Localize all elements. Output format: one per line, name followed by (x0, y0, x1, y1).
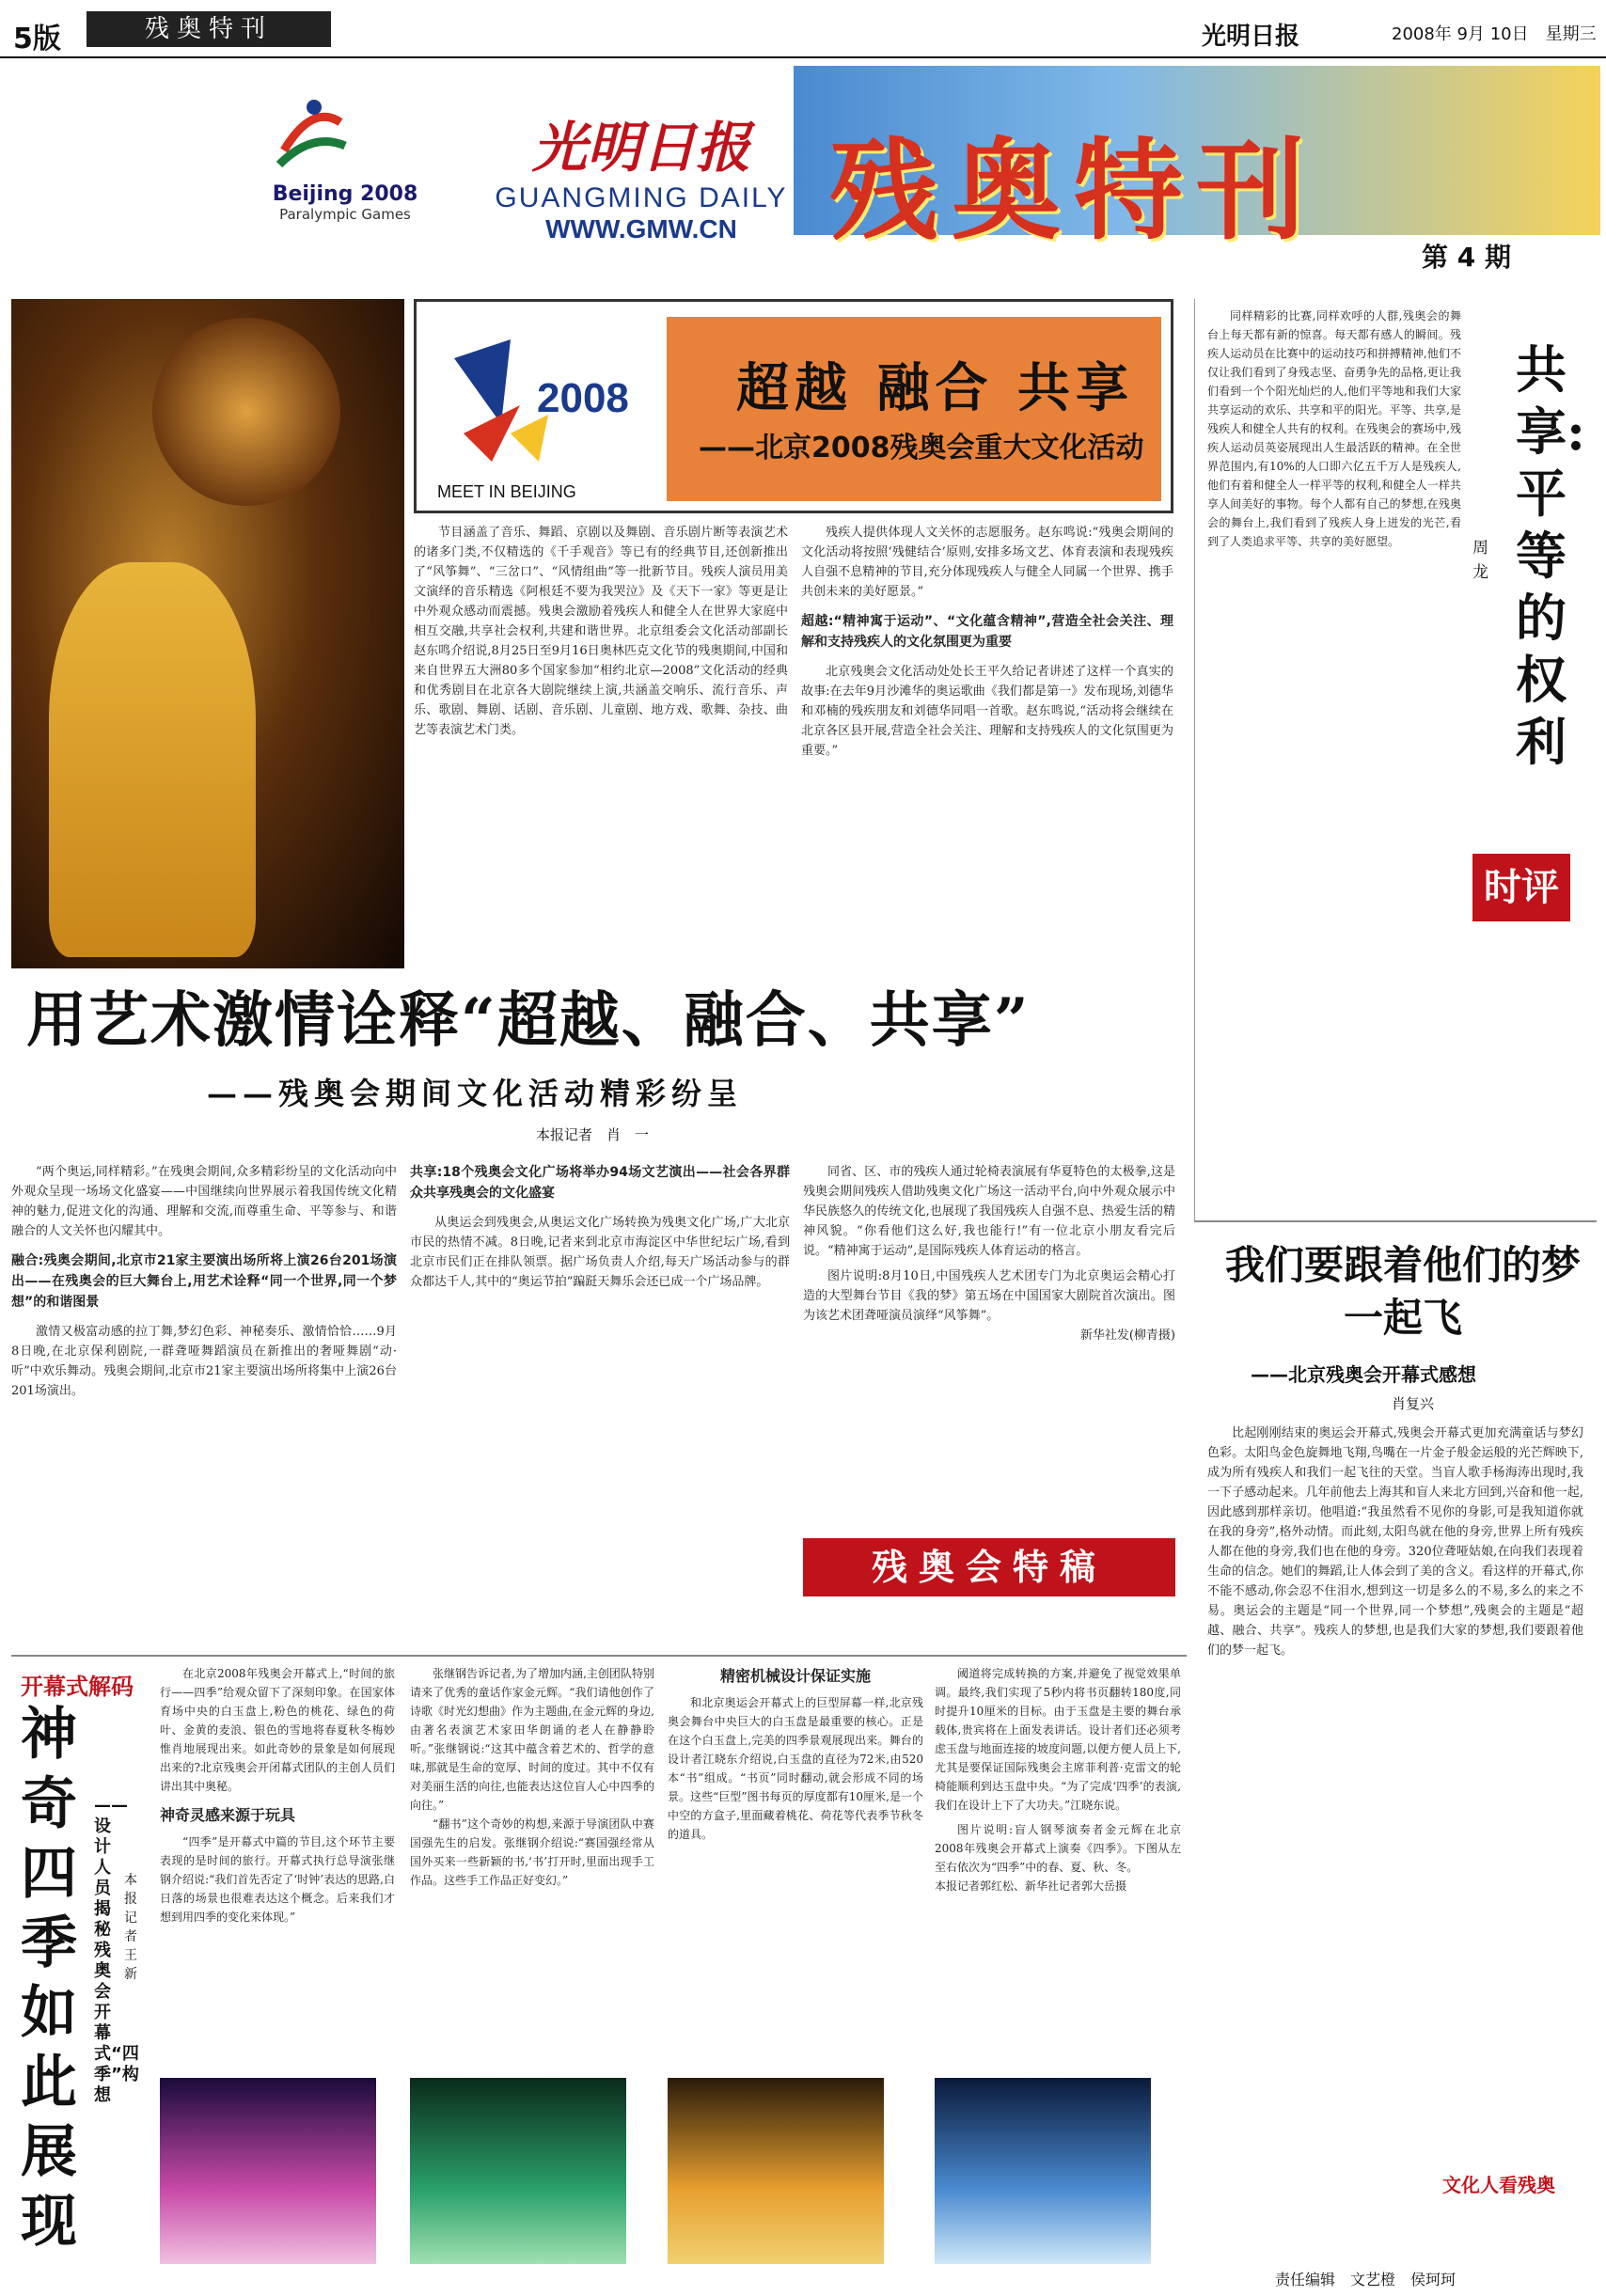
opening-title: 神奇四季如此展现 (21, 1702, 77, 2255)
dream-headline: 我们要跟着他们的梦一起飞 (1224, 1242, 1581, 1341)
opening-col3 (668, 1664, 923, 2068)
culture-feature-box (414, 299, 1173, 513)
guangming-name: 光明日报 (531, 116, 750, 180)
main-article-col2-text: 残疾人提供体现人文关怀的志愿服务。赵东鸣说:“残奥会期间的文化活动将按照‘残健结合’原则,安排多场文艺、体育表演和表现残疾人自强不息精神的节目,充分体现残疾人与健全人同属一个世界、携手共创未来的美好愿景。” (801, 526, 1173, 599)
main-article-col2 (801, 523, 1173, 965)
main-byline: 本报记者 肖 一 (536, 1126, 650, 1143)
meet-in-beijing-text: MEET IN BEIJING (437, 482, 576, 501)
summer-photo (410, 2078, 626, 2264)
opening-col1-text: 在北京2008年残奥会开幕式上,“时间的旅行——四季”给观众留下了深刻印象。在国家体育场中央的白玉盘上,粉色的桃花、绿色的荷叶、金黄的麦浪、银色的雪地将春夏秋冬梅妙惟肖地展现出来。如此奇妙的景象是如何展现出来的?北京残奥会开闭幕式团队的主创人员们讲出其中奥秘。 (160, 1667, 395, 1793)
commentary-tag: 时评 (1472, 854, 1570, 921)
dream-author: 肖复兴 (1392, 1395, 1435, 1412)
page-number: 5版 (13, 23, 61, 55)
beijing-2008-text: Beijing 2008 (272, 182, 418, 206)
opening-col3-heading: 精密机械设计保证实施 (719, 1667, 871, 1685)
opening-col3-text: 和北京奥运会开幕式上的巨型屏幕一样,北京残奥会舞台中央巨大的白玉盘是最重要的核心。正是在这个白玉盘上,完美的四季景观展现出来。舞台的设计者江晓东介绍说,白玉盘的直径为72米,由520本“书”组成。“书页”同时翻动,就会形成不同的场景。这些“巨型”图书每页的厚度都有10厘米,是一个中空的方盒子,里面藏着桃花、荷花等代表季节秋冬的道具。 (668, 1696, 923, 1841)
commentary-text: 同样精彩的比赛,同样欢呼的人群,残奥会的舞台上每天都有新的惊喜。每天都有感人的瞬间。残疾人运动员在比赛中的运动技巧和拼搏精神,他们不仅让我们看到了身残志坚、奋勇争先的品格,更让我们看到一个个阳光灿烂的人,他们平等地和我们大家共享运动的欢乐、共享和平的阳光。平等、共享,是残疾人和健全人共有的权利。在残奥会的赛场中,残疾人运动员英姿展现出人生最活跃的精神。在全世界范围内,有10%的人口即六亿五千万人是残疾人,他们有着和健全人一样平等的权利,和健全人一样共享人间美好的事物。每个人都有自己的梦想,在残奥会的舞台上,我们看到了残疾人身上迸发的光芒,看到了人类追求平等、共享的美好愿望。 (1207, 309, 1461, 548)
opening-subtitle: ——设计人员揭秘残奥会开幕式“四季”构想 (94, 1796, 139, 2105)
col2-lead-heading: 超越:“精神寓于运动”、“文化蕴含精神”,营造全社会关注、理解和支持残疾人的文化氛围更为重要 (801, 614, 1173, 650)
paralympic-emblem-icon (256, 94, 369, 179)
masthead-banner (11, 66, 1600, 278)
section-tag: 残奥特刊 (87, 11, 331, 47)
lower-col2-lead: 共享:18个残奥会文化广场将举办94场文艺演出——社会各界群众共享残奥会的文化盛宴 (410, 1165, 790, 1201)
feature-subheading: ——北京2008残奥会重大文化活动 (699, 432, 1144, 464)
opening-col1 (160, 1664, 395, 2068)
lower-col3 (803, 1162, 1175, 1529)
guangming-logo (491, 103, 792, 244)
opening-col1-heading: 神奇灵感来源于玩具 (160, 1806, 296, 1824)
footer-editor: 责任编辑 文艺橙 侯珂珂 (1275, 2271, 1456, 2288)
opening-tag: 开幕式解码 (21, 1674, 134, 1700)
lower-col3-text: 同省、区、市的残疾人通过轮椅表演展有华夏特色的太极拳,这是残奥会期间残疾人借助残奥文化广场这一活动平台,向中外观众展示中华民族悠久的传统文化,也展现了我国残疾人自强不息、热爱生活的精神风貌。“你看他们这么好,我也能行!”有一位北京小朋友看完后说。“精神寓于运动”,是国际残疾人体育运动的格言。 (803, 1165, 1175, 1258)
dream-body (1207, 1423, 1583, 2157)
divider (11, 1655, 1187, 1657)
dream-text: 比起刚刚结束的奥运会开幕式,残奥会开幕式更加充满童话与梦幻色彩。太阳鸟金色旋舞地飞翔,鸟嘴在一片金子般金运般的光芒辉映下,成为所有残疾人和我们一起飞往的天堂。当盲人歌手杨海涛出现时,我一下子感动起来。几年前他去上海其和盲人来北方回到,兴奋和他一起,因此感到那样亲切。他唱道:“我虽然看不见你的身影,可是我知道你就在我的身旁”,格外动情。而此刻,太阳鸟就在他的身旁,世界上所有残疾人都在他的身旁,我们也在他的身旁。320位聋哑姑娘,在向我们表现着生命的信念。她们的舞蹈,让人体会到了美的含义。看这样的开幕式,你不能不感动,你会忍不住泪水,想到这一切是多么的不易,多么的来之不易。奥运会的主题是“同一个世界,同一个梦想”,残奥会的主题是“超越、融合、共享”。残疾人的梦想,也是我们大家的梦想,我们要跟着他们的梦一起飞。 (1207, 1426, 1583, 1658)
issue-number: 第 4 期 (1422, 242, 1511, 273)
main-subheadline: ——残奥会期间文化活动精彩纷呈 (207, 1076, 744, 1111)
opening-col4 (935, 1664, 1181, 2068)
commentary-headline: 共享:平等的权利 (1516, 339, 1585, 772)
opening-col2b-text: “翻书”这个奇妙的构想,来源于导演团队中赛国强先生的启发。张继钢介绍说:“赛国强经常从国外买来一些新颖的书,‘书’打开时,里面出现手工作品。这些手工作品正好变幻。” (410, 1817, 654, 1887)
lower-col2-body: 从奥运会到残奥会,从奥运文化广场转换为残奥文化广场,广大北京市民的热情不减。8日晚,记者来到北京市海淀区中华世纪坛广场,看到北京市民们正在排队领票。据广场负责人介绍,每天广场活动参与的群众都达千人,其中的“奥运节拍”蹁跹天舞乐会还已成一个广场品牌。 (410, 1216, 790, 1289)
lower-col2 (410, 1162, 790, 1632)
commentary-author: 周龙 (1472, 539, 1488, 582)
lower-col1-intro: “两个奥运,同样精彩。”在残奥会期间,众多精彩纷呈的文化活动向中外观众呈现一场场文化盛宴——中国继续向世界展示着我国传统文化精神的魅力,促进文化的沟通、理解和交流,而尊重生命、平等参与、和谐融合的人文关怀也闪耀其中。 (11, 1165, 397, 1238)
lower-col1 (11, 1162, 397, 1632)
winter-photo (935, 2078, 1151, 2264)
opening-col2-text: 张继钢告诉记者,为了增加内涵,主创团队特别请来了优秀的童话作家金元辉。“我们请他创作了诗歌《时光幻想曲》作为主题曲,在金元辉的身边,由著名表演艺术家田华朗诵的老人在静静聆听。”张继钢说:“这其中蕴含着艺术的、哲学的意味,那就是生命的宽厚、时间的度过。其中不仅有对美丽生活的向往,也能表达这位盲人心中四季的向往。” (410, 1667, 654, 1812)
autumn-photo (668, 2078, 884, 2264)
divider (1194, 1220, 1597, 1222)
lower-col1-lead: 融合:残奥会期间,北京市21家主要演出场所将上演26台201场演出——在残奥会的巨大舞台上,用艺术诠释“同一个世界,同一个梦想”的和谐图景 (11, 1253, 397, 1310)
top-bar (0, 0, 1606, 58)
beijing-2008-logo (256, 94, 434, 273)
commentary-body (1207, 307, 1461, 1209)
lower-col1-body: 激情又极富动感的拉丁舞,梦幻色彩、神秘奏乐、激情恰恰……9月8日晚,在北京保利剧院,一群聋哑舞蹈演员在新推出的奢哑舞剧“动·听”中欢乐舞动。残奥会期间,北京市21家主要演出场所将集中上演26台201场演出。 (11, 1325, 397, 1398)
guangming-english: GUANGMING DAILY (495, 182, 788, 213)
culture-tag: 文化人看残奥 (1442, 2174, 1555, 2196)
issue-date: 2008年 9月 10日 星期三 (1392, 24, 1597, 44)
dream-subheadline: ——北京残奥会开幕式感想 (1251, 1363, 1476, 1386)
main-headline: 用艺术激情诠释“超越、融合、共享” (26, 985, 1031, 1056)
special-draft-banner: 残奥会特稿 (803, 1538, 1175, 1596)
dancer-photo (11, 299, 404, 968)
feature-heading: 超越 融合 共享 (736, 358, 1134, 419)
opening-col1b-text: “四季”是开幕式中篇的节目,这个环节主要表现的是时间的旅行。开幕式执行总导演张继钢介绍说:“我们首先否定了‘时钟’表达的思路,白日落的场景也很难表达这个概念。后来我们才想到用四季的变化来体现。” (160, 1835, 395, 1924)
paralympic-games-text: Paralympic Games (279, 206, 411, 223)
opening-credit: 本报记者郭红松、新华社记者郭大岳摄 (935, 1879, 1127, 1893)
foreground-dancer (49, 562, 256, 957)
opening-reporter: 本报记者 王 新 (124, 1873, 150, 1982)
photo-credit: 新华社发(柳青摄) (1079, 1329, 1175, 1343)
main-article-col2b-text: 北京残奥会文化活动处处长王平久给记者讲述了这样一个真实的故事:在去年9月沙滩华的奥运歌曲《我们都是第一》发布现场,刘德华和邓楠的残疾朋友和刘德华同唱一首歌。赵东鸣说,“活动将会继续在北京各区县开展,营造全社会关注、理解和支持残疾人的文化氛围更为重要。” (801, 665, 1173, 758)
main-article-col1-text: 节目涵盖了音乐、舞蹈、京剧以及舞剧、音乐剧片断等表演艺术的诸多门类,不仅精选的《千手观音》等已有的经典节目,还创新推出了“风筝舞”、“三岔口”、“风情组曲”等一批新节目。残疾人演员用美文演绎的音乐精选《阿根廷不要为我哭泣》及《天下一家》等更是让中外观众感动而震撼。残奥会激励着残疾人和健全人在世界大家庭中相互交融,共享社会权利,共建和谐世界。北京组委会文化活动部副长赵东鸣介绍说,8月25日至9月16日奥林匹克文化节的残奥期间,中国和来自世界五大洲80多个国家参加“相约北京—2008”文化活动的经典和优秀剧目在北京各大剧院继续上演,共涵盖交响乐、流行音乐、声乐、歌剧、舞剧、话剧、音乐剧、儿童剧、地方戏、歌舞、杂技、曲艺等表演艺术门类。 (414, 526, 788, 737)
opening-col2 (410, 1664, 654, 2068)
year-2008: 2008 (537, 375, 629, 421)
main-article-col1 (414, 523, 788, 965)
special-issue-title: 残奥特刊 (829, 127, 1318, 255)
guangming-url[interactable]: WWW.GMW.CN (545, 214, 737, 244)
paper-name: 光明日报 (1202, 23, 1300, 51)
opening-caption: 图片说明:盲人钢琴演奏者金元辉在北京2008年残奥会开幕式上演奏《四季》。下图从左至右依次为“四季”中的春、夏、秋、冬。 (935, 1823, 1181, 1874)
photo-caption: 图片说明:8月10日,中国残疾人艺术团专门为北京奥运会精心打造的大型舞台节目《我的梦》第五场在中国国家大剧院首次演出。图为该艺术团聋哑演员演绎“风筝舞”。 (803, 1269, 1175, 1323)
spring-photo (160, 2078, 376, 2264)
opening-col4-text: 阈道将完成转换的方案,并避免了视觉效果单调。最终,我们实现了5秒内将书页翻转180度,同时提升10厘米的目标。由于玉盘是主要的舞台承载体,贵宾将在上面发表讲话。设计者们还必须考虑玉盘与地面连接的坡度问题,以便方便人员上下,尤其是要保证国际残奥会主席菲利普·克雷文的轮椅能顺利到达玉盘中央。“为了完成‘四季’的表演,我们在设计上下了大功夫。”江晓东说。 (935, 1667, 1181, 1812)
background-dancer (152, 318, 340, 506)
